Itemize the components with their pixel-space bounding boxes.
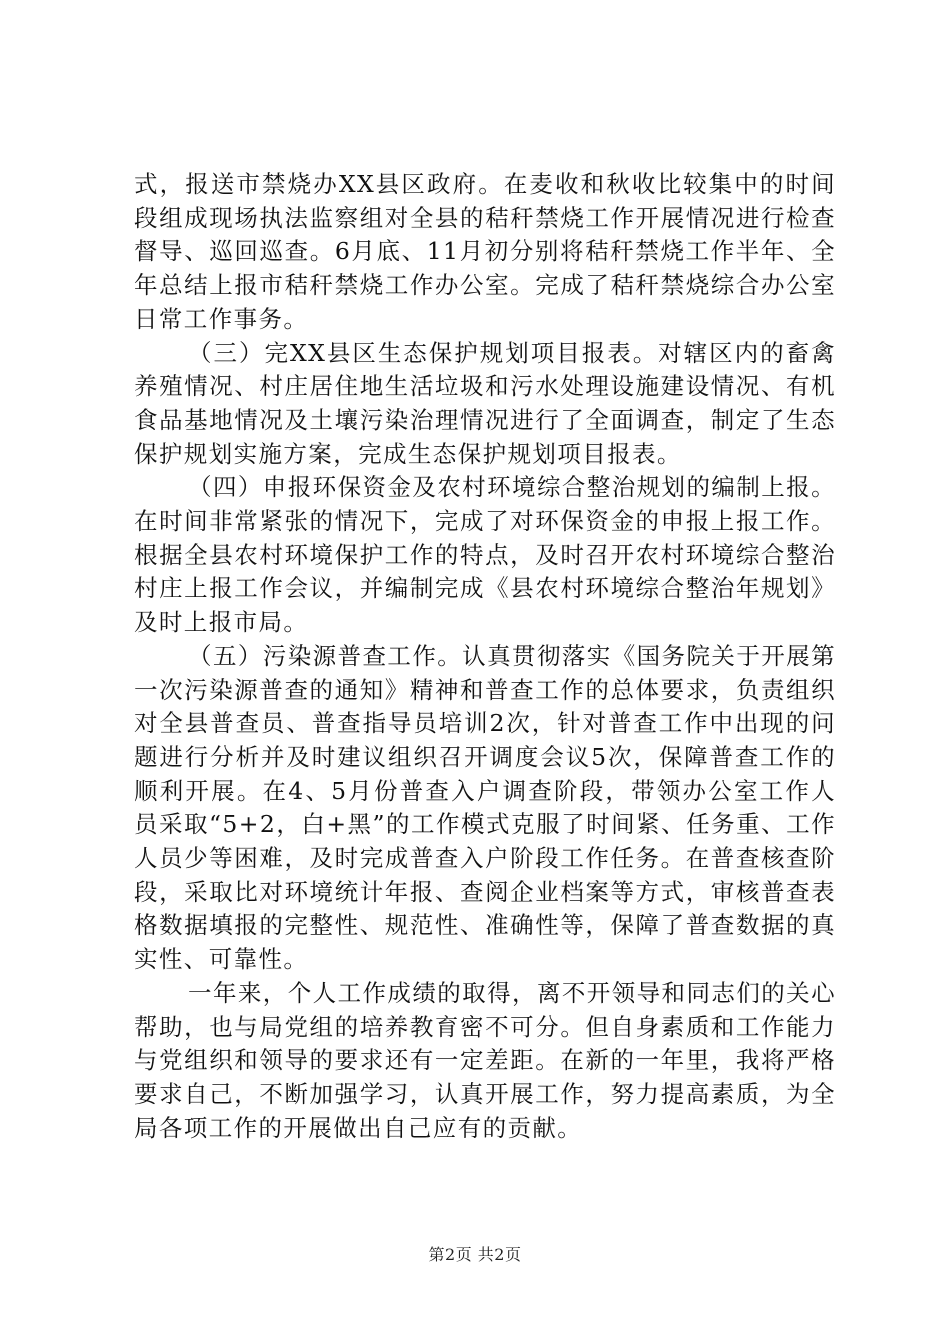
paragraph-5: 一年来，个人工作成绩的取得，离不开领导和同志们的关心帮助，也与局党组的培养教育密不可分。但自身素质和工作能力与党组织和领导的要求还有一定差距。在新的一年里，我将严格要求自己，不断加强学习，认真开展工作，努力提高素质，为全局各项工作的开展做出自己应有的贡献。	[134, 978, 836, 1142]
paragraph-4: （五）污染源普查工作。认真贯彻落实《国务院关于开展第一次污染源普查的通知》精神和普查工作的总体要求，负责组织对全县普查员、普查指导员培训2次，针对普查工作中出现的问题进行分析并及时建议组织召开调度会议5次，保障普查工作的顺利开展。在4、5月份普查入户调查阶段，带领办公室工作人员采取“5+2，白+黑”的工作模式克服了时间紧、任务重、工作人员少等困难，及时完成普查入户阶段工作任务。在普查核查阶段，采取比对环境统计年报、查阅企业档案等方式，审核普查表格数据填报的完整性、规范性、准确性等，保障了普查数据的真实性、可靠性。	[134, 641, 836, 974]
paragraph-1: 式，报送市禁烧办XX县区政府。在麦收和秋收比较集中的时间段组成现场执法监察组对全县的秸秆禁烧工作开展情况进行检查督导、巡回巡查。6月底、11月初分别将秸秆禁烧工作半年、全年总结上报市秸秆禁烧工作办公室。完成了秸秆禁烧综合办公室日常工作事务。	[134, 170, 836, 333]
paragraph-3: （四）申报环保资金及农村环境综合整治规划的编制上报。在时间非常紧张的情况下，完成了对环保资金的申报上报工作。根据全县农村环境保护工作的特点，及时召开农村环境综合整治村庄上报工作会议，并编制完成《县农村环境综合整治年规划》及时上报市局。	[134, 473, 836, 637]
paragraph-2: （三）完XX县区生态保护规划项目报表。对辖区内的畜禽养殖情况、村庄居住地生活垃圾和污水处理设施建设情况、有机食品基地情况及土壤污染治理情况进行了全面调查，制定了生态保护规划实施方案，完成生态保护规划项目报表。	[134, 338, 836, 468]
page-number-label: 第2页 共2页	[428, 1245, 522, 1264]
document-body	[134, 168, 836, 1145]
page-footer	[0, 1245, 950, 1265]
